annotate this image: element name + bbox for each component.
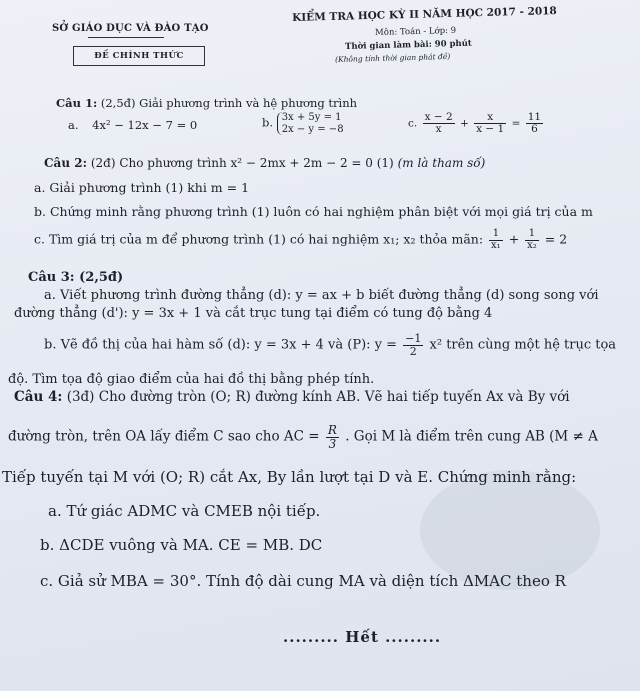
- q2-a: a. Giải phương trình (1) khi m = 1: [34, 180, 250, 195]
- q2-param-note: (m là tham số): [397, 156, 486, 170]
- q3-b-line2: độ. Tìm tọa độ giao điểm của hai đồ thị bằng phép tính.: [8, 372, 375, 387]
- q1-b-eq1: 3x + 5y = 1: [281, 112, 342, 123]
- q2-c-frac2-den: x₂: [527, 239, 537, 251]
- q3-a-line1: a. Viết phương trình đường thẳng (d): y = ax + b biết đường thẳng (d) song song với: [44, 288, 599, 303]
- q1-title: Câu 1:: [56, 96, 98, 110]
- q1-b-label: b.: [262, 115, 274, 130]
- q2-c-frac1-den: x₁: [491, 239, 501, 251]
- q1-c-frac1: [423, 112, 455, 135]
- q2-c-tail: = 2: [544, 231, 568, 247]
- q1-c: [408, 112, 545, 135]
- q4-frac-num: R: [327, 423, 337, 437]
- duration-note: (Không tính thời gian phát đề): [335, 51, 451, 64]
- q4-a: a. Tứ giác ADMC và CMEB nội tiếp.: [48, 502, 321, 520]
- q1-a: [68, 118, 197, 132]
- q2-intro: (2đ) Cho phương trình x² − 2mx + 2m − 2 = 0 (1): [90, 156, 394, 170]
- q1-a-equation: 4x² − 12x − 7 = 0: [92, 118, 198, 132]
- q3-b-frac-den: 2: [409, 344, 417, 358]
- q4-title: Câu 4:: [14, 389, 63, 405]
- q1-c-label: c.: [408, 117, 418, 130]
- end-marker: ......... Hết .........: [283, 628, 442, 646]
- q1-c-frac3-den: 6: [531, 123, 538, 136]
- q3-title: Câu 3: (2,5đ): [28, 270, 124, 285]
- q4-frac-den: 3: [328, 436, 337, 451]
- department-name: SỞ GIÁO DỤC VÀ ĐÀO TẠO: [52, 23, 209, 34]
- subject-line: Môn: Toán - Lớp: 9: [375, 25, 457, 38]
- q2-c-frac1: [489, 229, 503, 251]
- q1-c-frac3: [526, 112, 543, 135]
- q1-b: [262, 112, 344, 135]
- q2-intro-line: [44, 156, 485, 170]
- exam-title: KIỂM TRA HỌC KỲ II NĂM HỌC 2017 - 2018: [292, 5, 557, 24]
- q4-line1: [14, 389, 570, 405]
- q4-line2: [8, 424, 598, 450]
- q1-c-frac1-num: x − 2: [424, 111, 453, 123]
- q1-c-frac2-den: x − 1: [476, 123, 505, 136]
- q2-c-frac2-num: 1: [525, 229, 539, 241]
- q2-c: [34, 229, 567, 251]
- q3-a-line2: đường thẳng (d'): y = 3x + 1 và cắt trục tung tại điểm có tung độ bằng 4: [14, 306, 493, 321]
- q2-c-plus: +: [508, 231, 520, 247]
- q1-c-frac3-num: 11: [527, 111, 542, 123]
- q4-b: b. ΔCDE vuông và MA. CE = MB. DC: [40, 536, 323, 554]
- q3-b-post: x² trên cùng một hệ trục tọa: [429, 337, 617, 353]
- q1-intro: (2,5đ) Giải phương trình và hệ phương trình: [100, 96, 358, 110]
- q4-line3: Tiếp tuyến tại M với (O; R) cắt Ax, By lần lượt tại D và E. Chứng minh rằng:: [2, 468, 577, 486]
- q1-b-eq2: 2x − y = −8: [281, 123, 344, 135]
- duration-line: Thời gian làm bài: 90 phút: [345, 38, 472, 52]
- q1-a-label: a.: [68, 118, 79, 132]
- q2-b: b. Chứng minh rằng phương trình (1) luôn có hai nghiệm phân biệt với mọi giá trị của m: [34, 204, 593, 219]
- q1-c-frac1-den: x: [435, 123, 442, 136]
- q4-line2-post: . Gọi M là điểm trên cung AB (M ≠ A: [345, 428, 598, 445]
- q2-c-frac2: [525, 229, 539, 251]
- q1-c-plus: +: [459, 117, 469, 130]
- q4-intro: (3đ) Cho đường tròn (O; R) đường kính AB. Vẽ hai tiếp tuyến Ax và By với: [66, 389, 570, 405]
- q4-frac: [326, 424, 339, 450]
- header-rule: [88, 37, 164, 38]
- q1-c-frac2-num: x: [474, 112, 506, 124]
- q3-b-pre: b. Vẽ đồ thị của hai hàm số (d): y = 3x + 4 và (P): y =: [44, 337, 398, 353]
- q1-b-system: [277, 112, 344, 135]
- q2-c-frac1-num: 1: [489, 229, 503, 241]
- q4-line2-pre: đường tròn, trên OA lấy điểm C sao cho AC =: [8, 428, 320, 445]
- q1-c-equals: =: [511, 117, 521, 130]
- q3-b-line1: [44, 333, 616, 357]
- q3-b-frac-num: −1: [405, 332, 422, 345]
- q1-c-frac2: [474, 112, 506, 135]
- q4-c: c. Giả sử MBA = 30°. Tính độ dài cung MA và diện tích ΔMAC theo R: [40, 572, 566, 590]
- official-badge: ĐỀ CHÍNH THỨC: [73, 46, 205, 66]
- q3-b-frac: [403, 333, 423, 357]
- q1-intro-line: [56, 96, 357, 110]
- q2-c-text: c. Tìm giá trị của m để phương trình (1) có hai nghiệm x₁; x₂ thỏa mãn:: [34, 231, 484, 247]
- q2-title: Câu 2:: [44, 156, 88, 170]
